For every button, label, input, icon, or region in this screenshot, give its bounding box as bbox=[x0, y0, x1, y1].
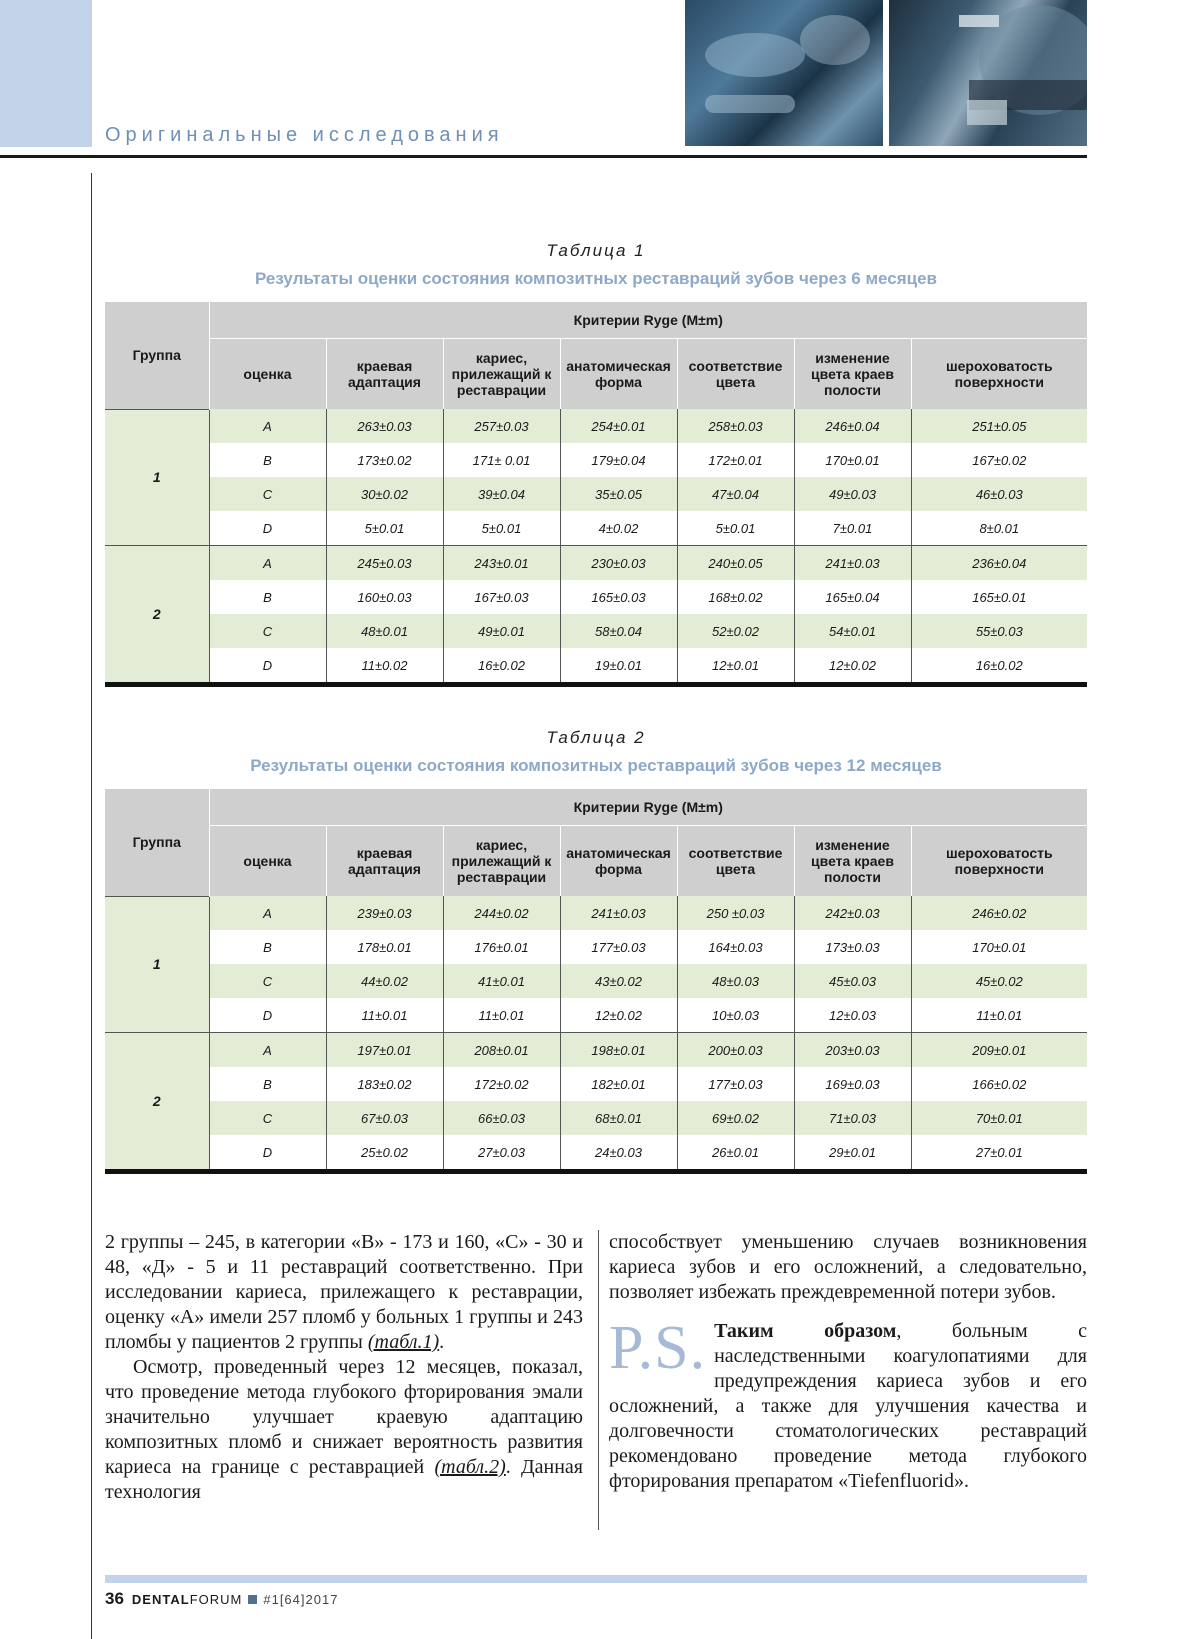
table-row bbox=[105, 648, 1087, 685]
table-row bbox=[105, 511, 1087, 546]
value-cell: 26±0.01 bbox=[677, 1135, 794, 1172]
column-header: изменение цвета краев полости bbox=[794, 826, 911, 897]
grade-cell: D bbox=[209, 1135, 326, 1172]
value-cell: 246±0.04 bbox=[794, 409, 911, 443]
value-cell: 165±0.04 bbox=[794, 580, 911, 614]
value-cell: 5±0.01 bbox=[443, 511, 560, 546]
column-header: шероховатость поверхности bbox=[911, 339, 1087, 410]
value-cell: 258±0.03 bbox=[677, 409, 794, 443]
value-cell: 71±0.03 bbox=[794, 1101, 911, 1135]
column-header: соответствие цвета bbox=[677, 826, 794, 897]
value-cell: 200±0.03 bbox=[677, 1033, 794, 1068]
grade-cell: A bbox=[209, 409, 326, 443]
body-paragraph-2-end: . Данная технология bbox=[105, 1456, 583, 1503]
value-cell: 44±0.02 bbox=[326, 964, 443, 998]
grade-cell: D bbox=[209, 998, 326, 1033]
value-cell: 4±0.02 bbox=[560, 511, 677, 546]
value-cell: 46±0.03 bbox=[911, 477, 1087, 511]
value-cell: 11±0.01 bbox=[326, 998, 443, 1033]
value-cell: 49±0.03 bbox=[794, 477, 911, 511]
value-cell: 55±0.03 bbox=[911, 614, 1087, 648]
value-cell: 177±0.03 bbox=[560, 930, 677, 964]
value-cell: 263±0.03 bbox=[326, 409, 443, 443]
value-cell: 165±0.01 bbox=[911, 580, 1087, 614]
value-cell: 12±0.02 bbox=[794, 648, 911, 685]
value-cell: 16±0.02 bbox=[911, 648, 1087, 685]
grade-cell: B bbox=[209, 580, 326, 614]
value-cell: 251±0.05 bbox=[911, 409, 1087, 443]
value-cell: 239±0.03 bbox=[326, 896, 443, 930]
value-cell: 236±0.04 bbox=[911, 546, 1087, 581]
column-header: шероховатость поверхности bbox=[911, 826, 1087, 897]
value-cell: 165±0.03 bbox=[560, 580, 677, 614]
value-cell: 257±0.03 bbox=[443, 409, 560, 443]
body-right-column bbox=[609, 1230, 1087, 1494]
value-cell: 241±0.03 bbox=[560, 896, 677, 930]
value-cell: 43±0.02 bbox=[560, 964, 677, 998]
value-cell: 244±0.02 bbox=[443, 896, 560, 930]
value-cell: 52±0.02 bbox=[677, 614, 794, 648]
grade-cell: D bbox=[209, 511, 326, 546]
grade-cell: A bbox=[209, 1033, 326, 1068]
value-cell: 250 ±0.03 bbox=[677, 896, 794, 930]
value-cell: 11±0.01 bbox=[911, 998, 1087, 1033]
value-cell: 27±0.03 bbox=[443, 1135, 560, 1172]
value-cell: 48±0.03 bbox=[677, 964, 794, 998]
value-cell: 242±0.03 bbox=[794, 896, 911, 930]
column-header: анатомическая форма bbox=[560, 339, 677, 410]
table-row bbox=[105, 580, 1087, 614]
header-photo-1-shapes bbox=[685, 0, 883, 146]
value-cell: 11±0.02 bbox=[326, 648, 443, 685]
value-cell: 198±0.01 bbox=[560, 1033, 677, 1068]
grade-cell: A bbox=[209, 896, 326, 930]
body-paragraph-2 bbox=[105, 1355, 583, 1505]
table-2-title: Результаты оценки состояния композитных реставраций зубов через 12 месяцев bbox=[250, 756, 942, 775]
ps-lead: Таким образом bbox=[714, 1320, 897, 1342]
column-header: анатомическая форма bbox=[560, 826, 677, 897]
table-2 bbox=[105, 789, 1087, 1174]
column-header: краевая адаптация bbox=[326, 826, 443, 897]
value-cell: 10±0.03 bbox=[677, 998, 794, 1033]
value-cell: 47±0.04 bbox=[677, 477, 794, 511]
value-cell: 179±0.04 bbox=[560, 443, 677, 477]
value-cell: 171± 0.01 bbox=[443, 443, 560, 477]
value-cell: 5±0.01 bbox=[326, 511, 443, 546]
grade-cell: B bbox=[209, 930, 326, 964]
brand-forum: FORUM bbox=[189, 1592, 243, 1607]
page-number: 36 bbox=[105, 1589, 124, 1608]
column-header: соответствие цвета bbox=[677, 339, 794, 410]
table-row bbox=[105, 1033, 1087, 1068]
grade-cell: C bbox=[209, 477, 326, 511]
group-label: 2 bbox=[105, 1033, 209, 1172]
value-cell: 178±0.01 bbox=[326, 930, 443, 964]
table-1-caption: Таблица 1 bbox=[546, 241, 646, 260]
value-cell: 54±0.01 bbox=[794, 614, 911, 648]
table-2-caption: Таблица 2 bbox=[546, 728, 646, 747]
value-cell: 30±0.02 bbox=[326, 477, 443, 511]
value-cell: 69±0.02 bbox=[677, 1101, 794, 1135]
table-row bbox=[105, 546, 1087, 581]
header-photo-2-shapes bbox=[889, 0, 1087, 146]
value-cell: 240±0.05 bbox=[677, 546, 794, 581]
value-cell: 19±0.01 bbox=[560, 648, 677, 685]
table-row bbox=[105, 1101, 1087, 1135]
grade-cell: B bbox=[209, 443, 326, 477]
value-cell: 241±0.03 bbox=[794, 546, 911, 581]
value-cell: 27±0.01 bbox=[911, 1135, 1087, 1172]
footer bbox=[105, 1589, 338, 1609]
body-paragraph-3: способствует уменьшению случаев возникновения кариеса зубов и его осложнений, а следовательно, позволяет избежать преждевременной потери зубов. bbox=[609, 1231, 1087, 1303]
value-cell: 176±0.01 bbox=[443, 930, 560, 964]
table-row bbox=[105, 477, 1087, 511]
value-cell: 166±0.02 bbox=[911, 1067, 1087, 1101]
header-criteria: Критерии Ryge (M±m) bbox=[209, 789, 1087, 826]
value-cell: 203±0.03 bbox=[794, 1033, 911, 1068]
grade-cell: C bbox=[209, 1101, 326, 1135]
value-cell: 170±0.01 bbox=[794, 443, 911, 477]
header-group: Группа bbox=[105, 789, 209, 896]
column-header: оценка bbox=[209, 826, 326, 897]
value-cell: 197±0.01 bbox=[326, 1033, 443, 1068]
table-row bbox=[105, 1135, 1087, 1172]
value-cell: 12±0.02 bbox=[560, 998, 677, 1033]
group-label: 1 bbox=[105, 409, 209, 546]
table-row bbox=[105, 614, 1087, 648]
value-cell: 35±0.05 bbox=[560, 477, 677, 511]
column-divider bbox=[598, 1230, 599, 1530]
header-criteria: Критерии Ryge (M±m) bbox=[209, 302, 1087, 339]
ps-text: , больным с наследственными коагулопатиями для предупреждения кариеса зубов и его осложнений, а также для улучшения качества и долговечности стоматологических реставраций рекомендовано проведение метода глубокого фторирования препаратом «Tiefenfluorid». bbox=[609, 1320, 1088, 1492]
grade-cell: A bbox=[209, 546, 326, 581]
body-left-column bbox=[105, 1230, 583, 1505]
value-cell: 169±0.03 bbox=[794, 1067, 911, 1101]
table-row bbox=[105, 443, 1087, 477]
value-cell: 41±0.01 bbox=[443, 964, 560, 998]
value-cell: 12±0.01 bbox=[677, 648, 794, 685]
value-cell: 66±0.03 bbox=[443, 1101, 560, 1135]
value-cell: 246±0.02 bbox=[911, 896, 1087, 930]
left-margin-rule bbox=[91, 173, 92, 1639]
footer-square-icon bbox=[248, 1595, 257, 1604]
value-cell: 11±0.01 bbox=[443, 998, 560, 1033]
value-cell: 173±0.02 bbox=[326, 443, 443, 477]
group-label: 2 bbox=[105, 546, 209, 685]
column-header: кариес, прилежащий к реставрации bbox=[443, 826, 560, 897]
column-header: оценка bbox=[209, 339, 326, 410]
value-cell: 209±0.01 bbox=[911, 1033, 1087, 1068]
value-cell: 12±0.03 bbox=[794, 998, 911, 1033]
value-cell: 48±0.01 bbox=[326, 614, 443, 648]
value-cell: 173±0.03 bbox=[794, 930, 911, 964]
grade-cell: B bbox=[209, 1067, 326, 1101]
table-2-reference[interactable]: (табл.2) bbox=[434, 1456, 506, 1478]
body-paragraph-1-text: 2 группы – 245, в категории «В» - 173 и 160, «С» - 30 и 48, «Д» - 5 и 11 реставраций соответственно. При исследовании кариеса, прилежащего к реставрации, оценку «А» имели 257 пломб у больных 1 группы и 243 пломбы у пациентов 2 группы bbox=[105, 1231, 583, 1353]
value-cell: 167±0.02 bbox=[911, 443, 1087, 477]
value-cell: 168±0.02 bbox=[677, 580, 794, 614]
grade-cell: C bbox=[209, 964, 326, 998]
column-header: краевая адаптация bbox=[326, 339, 443, 410]
value-cell: 167±0.03 bbox=[443, 580, 560, 614]
value-cell: 67±0.03 bbox=[326, 1101, 443, 1135]
header-photo-toothbrush bbox=[889, 0, 1087, 146]
column-header: изменение цвета краев полости bbox=[794, 339, 911, 410]
grade-cell: D bbox=[209, 648, 326, 685]
value-cell: 172±0.01 bbox=[677, 443, 794, 477]
table-row bbox=[105, 409, 1087, 443]
ps-conclusion bbox=[609, 1314, 1088, 1494]
value-cell: 182±0.01 bbox=[560, 1067, 677, 1101]
ps-mark: P.S. bbox=[609, 1314, 707, 1382]
value-cell: 70±0.01 bbox=[911, 1101, 1087, 1135]
table-row bbox=[105, 964, 1087, 998]
value-cell: 45±0.03 bbox=[794, 964, 911, 998]
value-cell: 243±0.01 bbox=[443, 546, 560, 581]
header-group: Группа bbox=[105, 302, 209, 409]
value-cell: 25±0.02 bbox=[326, 1135, 443, 1172]
value-cell: 177±0.03 bbox=[677, 1067, 794, 1101]
column-header: кариес, прилежащий к реставрации bbox=[443, 339, 560, 410]
table-row bbox=[105, 930, 1087, 964]
value-cell: 49±0.01 bbox=[443, 614, 560, 648]
header-color-tab bbox=[0, 0, 92, 147]
value-cell: 16±0.02 bbox=[443, 648, 560, 685]
table-row bbox=[105, 896, 1087, 930]
value-cell: 245±0.03 bbox=[326, 546, 443, 581]
value-cell: 160±0.03 bbox=[326, 580, 443, 614]
value-cell: 230±0.03 bbox=[560, 546, 677, 581]
header-rule bbox=[0, 155, 1087, 158]
value-cell: 5±0.01 bbox=[677, 511, 794, 546]
section-title: Оригинальные исследования bbox=[105, 124, 504, 146]
issue-number: #1[64]2017 bbox=[263, 1592, 339, 1607]
value-cell: 172±0.02 bbox=[443, 1067, 560, 1101]
value-cell: 8±0.01 bbox=[911, 511, 1087, 546]
table-1-title: Результаты оценки состояния композитных реставраций зубов через 6 месяцев bbox=[254, 269, 938, 288]
value-cell: 7±0.01 bbox=[794, 511, 911, 546]
body-paragraph-1-end: . bbox=[439, 1331, 445, 1353]
table-1-reference[interactable]: (табл.1) bbox=[367, 1331, 440, 1353]
body-paragraph-1 bbox=[105, 1230, 583, 1355]
value-cell: 58±0.04 bbox=[560, 614, 677, 648]
brand-dental: DENTAL bbox=[131, 1592, 190, 1607]
value-cell: 170±0.01 bbox=[911, 930, 1087, 964]
body-paragraph-2-text: Осмотр, проведенный через 12 месяцев, показал, что проведение метода глубокого фторирования эмали значительно улучшает краевую адаптацию композитных пломб и снижает вероятность развития кариеса на границе с реставрацией bbox=[105, 1356, 583, 1478]
value-cell: 68±0.01 bbox=[560, 1101, 677, 1135]
table-1 bbox=[105, 302, 1087, 687]
value-cell: 164±0.03 bbox=[677, 930, 794, 964]
value-cell: 39±0.04 bbox=[443, 477, 560, 511]
value-cell: 45±0.02 bbox=[911, 964, 1087, 998]
header-photo-dental-treatment bbox=[685, 0, 883, 146]
value-cell: 208±0.01 bbox=[443, 1033, 560, 1068]
footer-band bbox=[105, 1575, 1087, 1583]
table-row bbox=[105, 1067, 1087, 1101]
value-cell: 254±0.01 bbox=[560, 409, 677, 443]
grade-cell: C bbox=[209, 614, 326, 648]
table-row bbox=[105, 998, 1087, 1033]
value-cell: 29±0.01 bbox=[794, 1135, 911, 1172]
value-cell: 183±0.02 bbox=[326, 1067, 443, 1101]
group-label: 1 bbox=[105, 896, 209, 1033]
value-cell: 24±0.03 bbox=[560, 1135, 677, 1172]
